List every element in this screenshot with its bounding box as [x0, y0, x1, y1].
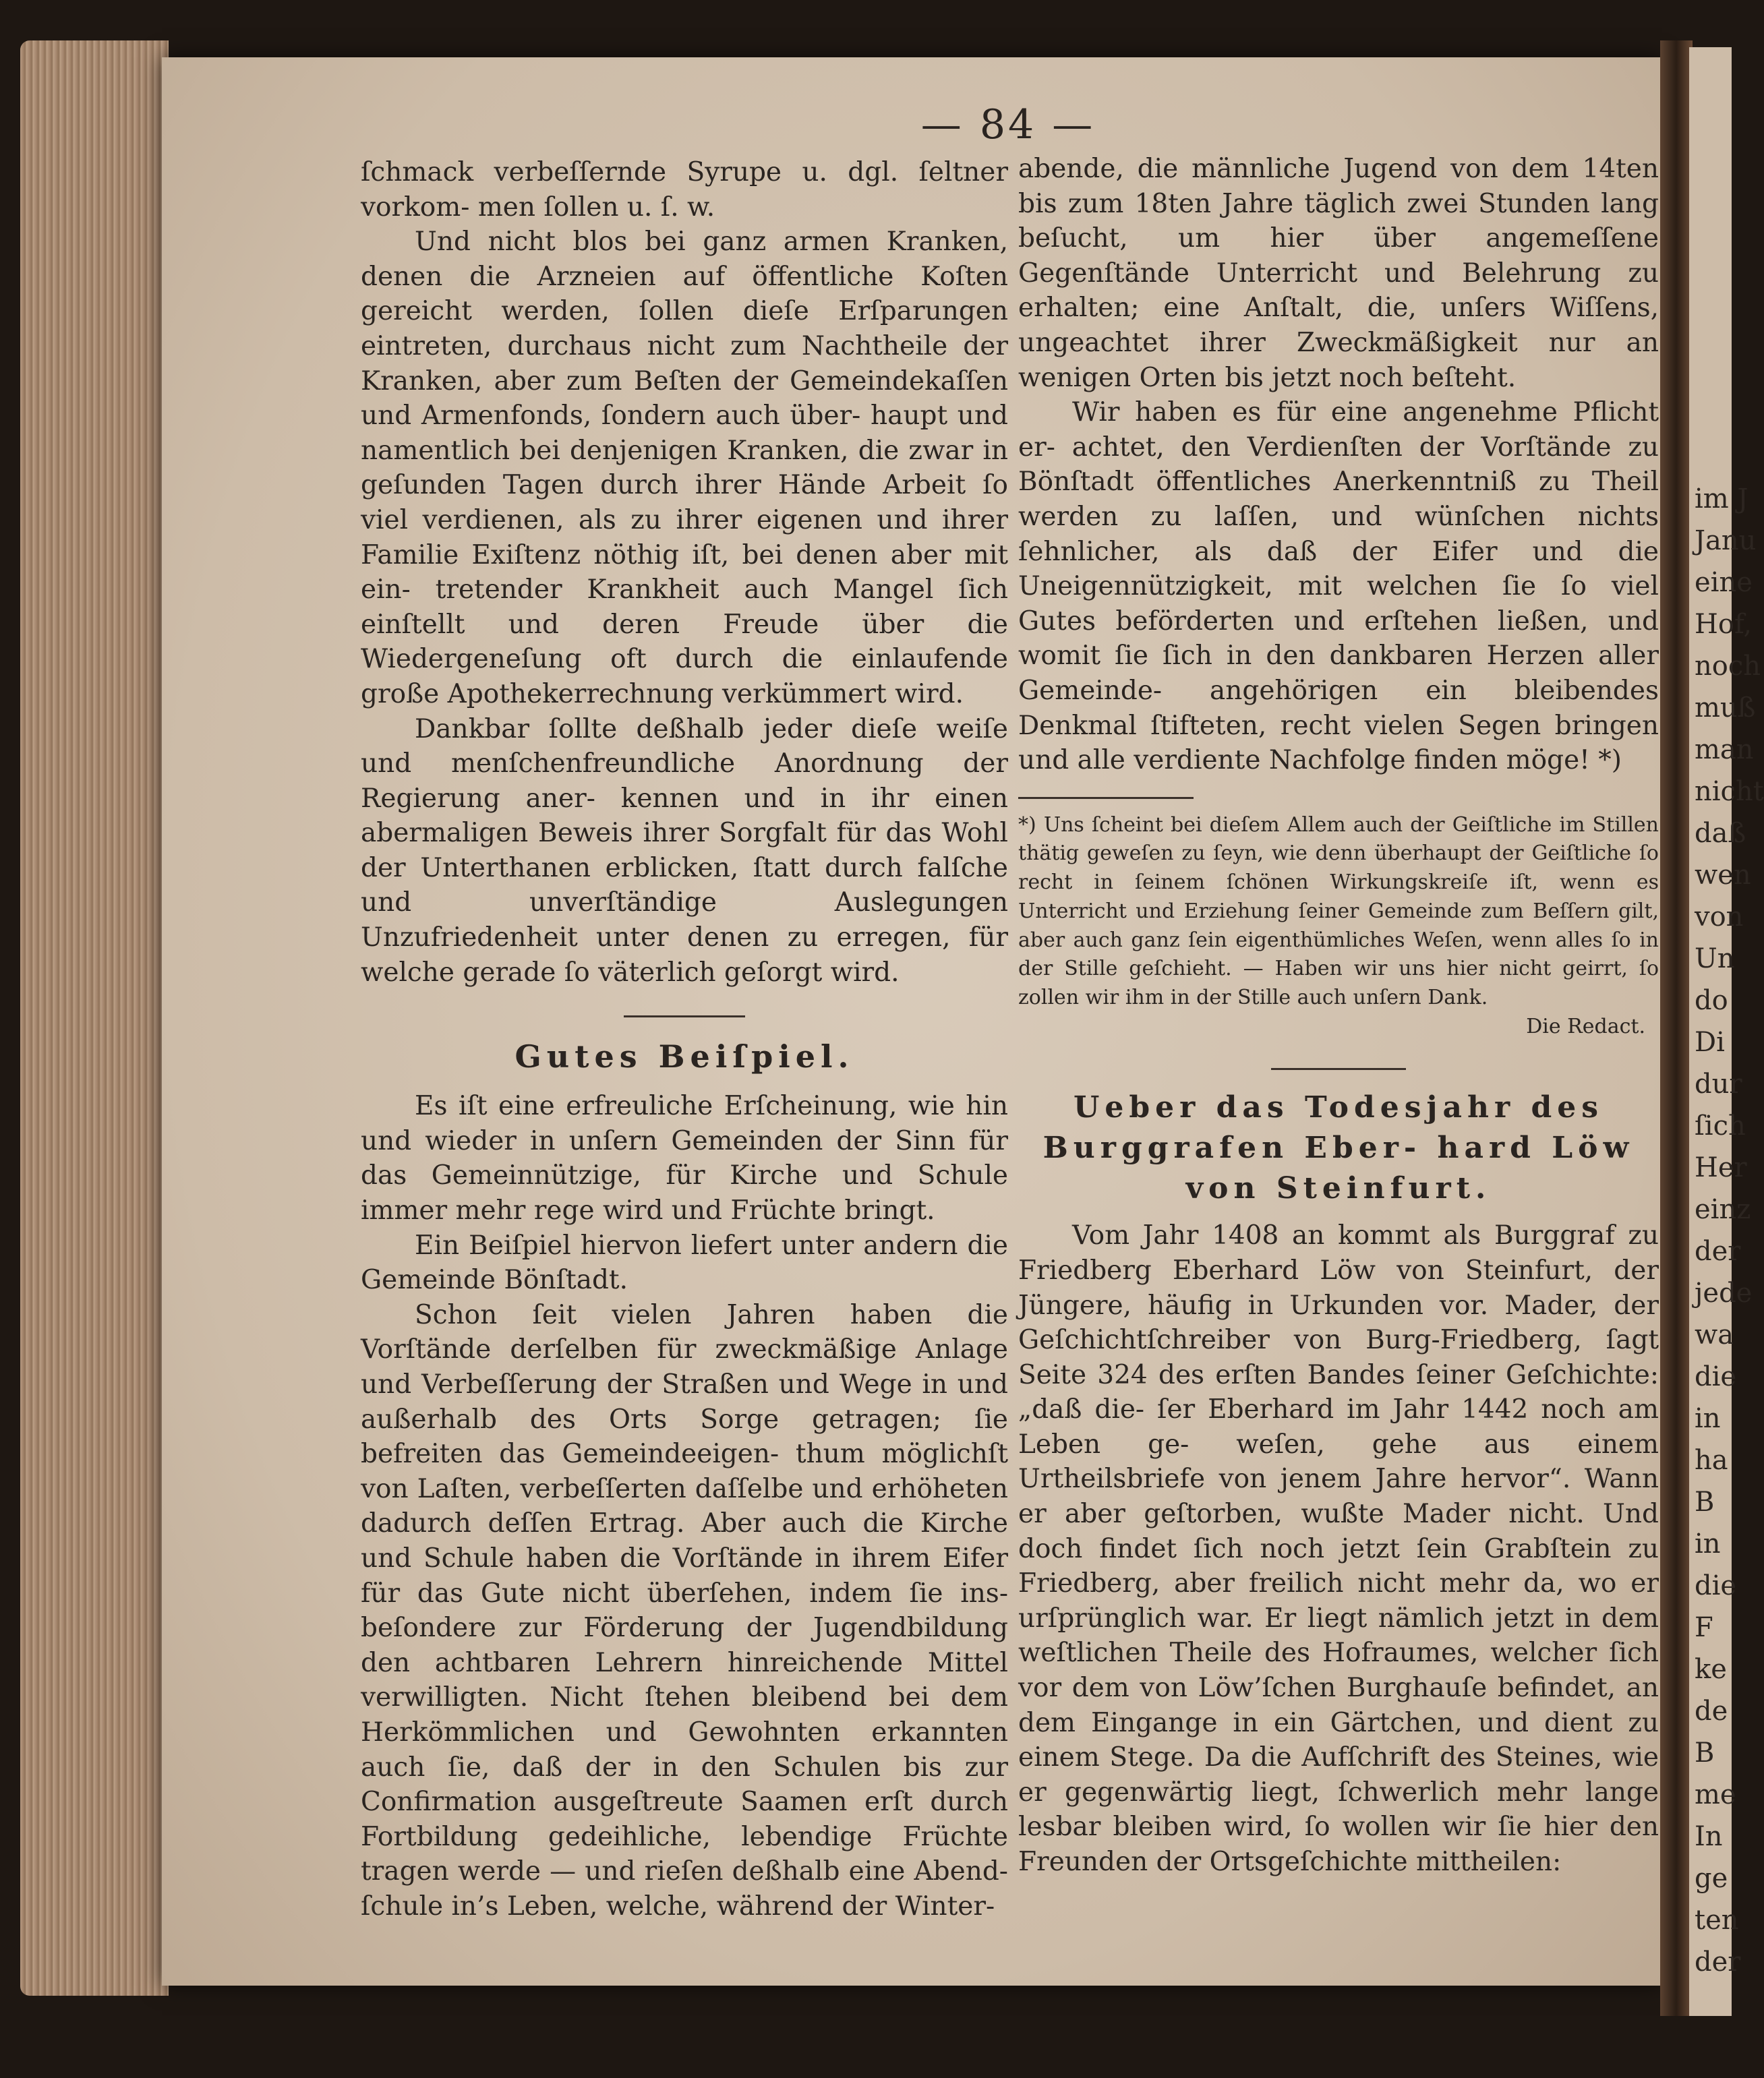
- next-page-fragment: ke: [1695, 1654, 1727, 1685]
- paragraph: Dankbar ſollte deßhalb jeder dieſe weiſe und menſchenfreundliche Anordnung der Regierung aner- kennen und in ihr einen abermaligen Beweis ihrer Sorgfalt für das Wohl der Unterthanen erblicken, ſtatt durch falſche und unverſtändige Auslegungen Unzufriedenheit unter denen zu erregen, für welche gerade ſo väterlich geſorgt wird.: [361, 713, 1008, 988]
- next-page-fragment: von: [1695, 901, 1744, 932]
- section-heading: Ueber das Todesjahr des Burggrafen Eber- hard Löw von Steinfurt.: [1042, 1090, 1635, 1206]
- paragraph: Es iſt eine erfreuliche Erſcheinung, wie hin und wieder in unſern Gemeinden der Sinn für das Gemeinnützige, für Kirche und Schule immer mehr rege wird und Früchte bringt.: [361, 1091, 1008, 1226]
- next-page-fragment: im J: [1695, 483, 1748, 514]
- next-page-fragment: die: [1695, 1570, 1737, 1601]
- footnote-signature: Die Redact.: [1526, 1014, 1645, 1038]
- next-page-fragment: in: [1695, 1403, 1721, 1434]
- next-page-fragment: ge: [1695, 1863, 1728, 1894]
- next-page-fragment: nicht: [1695, 776, 1764, 807]
- next-page-fragment: Hof,: [1695, 609, 1753, 640]
- next-page-fragment: man: [1695, 734, 1754, 765]
- next-page-fragment: do: [1695, 985, 1728, 1016]
- next-page-fragment: F: [1695, 1612, 1713, 1643]
- next-page-fragment: Di: [1695, 1027, 1725, 1058]
- next-page-fragment: me: [1695, 1779, 1736, 1810]
- left-column: [361, 155, 1008, 1924]
- paragraph: Wir haben es für eine angenehme Pflicht er- achtet, den Verdienſten der Vorſtände zu Bönſtadt öffentliches Anerkenntniß zu Theil werden zu laſſen, und wünſchen nichts ſehnlicher, als daß der Eifer und die Uneigennützigkeit, mit welchen ſie ſo viel Gutes beförderten und erſtehen ließen, und womit ſie ſich in den dankbaren Herzen aller Gemeinde- angehörigen ein bleibendes Denkmal ſtifteten, recht vielen Segen bringen und alle verdiente Nachfolge finden möge! *): [1018, 397, 1659, 776]
- next-page-fragment: ten: [1695, 1905, 1739, 1936]
- paragraph: Schon ſeit vielen Jahren haben die Vorſtände derſelben für zweckmäßige Anlage und Verbeſſerung der Straßen und Wege in und außerhalb des Orts Sorge getragen; ſie befreiten das Gemeindeeigen- thum möglichſt von Laſten, verbeſſerten daſſelbe und erhöheten dadurch deſſen Ertrag. Aber auch die Kirche und Schule haben die Vorſtände in ihrem Eifer für das Gute nicht überſehen, indem ſie ins- beſondere zur Förderung der Jugendbildung den achtbaren Lehrern hinreichende Mittel verwilligten. Nicht ſtehen bleibend bei dem Herkömmlichen und Gewohnten erkannten auch ſie, daß der in den Schulen bis zur Confirmation ausgeſtreute Saamen erſt durch Fortbildung gedeihliche, lebendige Früchte tragen werde — und rieſen deßhalb eine Abend- ſchule in’s Leben, welche, während der Winter-: [361, 1299, 1008, 1922]
- next-page-fragment: jede: [1695, 1278, 1753, 1309]
- next-page-fragment: ſich: [1695, 1110, 1746, 1141]
- book-gutter: [1660, 40, 1693, 2016]
- next-page-fragment: B: [1695, 1738, 1715, 1769]
- next-page-fragment: In: [1695, 1821, 1723, 1852]
- next-page-fragment: Her: [1695, 1152, 1747, 1183]
- next-page-fragment: Un: [1695, 943, 1735, 974]
- next-page-fragment: wa: [1695, 1319, 1734, 1350]
- next-page-fragment: daß: [1695, 818, 1746, 849]
- next-page-edge: [1689, 47, 1764, 2016]
- section-divider: [1271, 1068, 1406, 1070]
- next-page-fragment: eine: [1695, 567, 1753, 598]
- paragraph: Vom Jahr 1408 an kommt als Burggraf zu Friedberg Eberhard Löw von Steinfurt, der Jüngere, häufig in Urkunden vor. Mader, der Geſchichtſchreiber von Burg-Friedberg, ſagt Seite 324 des erſten Bandes ſeiner Geſchichte: „daß die- ſer Eberhard im Jahr 1442 noch am Leben ge- weſen, gehe aus einem Urtheilsbriefe von jenem Jahre hervor“. Wann er aber geſtorben, wußte Mader nicht. Und doch findet ſich noch jetzt ſein Grabſtein zu Friedberg, aber freilich nicht mehr da, wo er urſprünglich war. Er liegt nämlich jetzt in dem weſtlichen Theile des Hofraumes, welcher ſich vor dem von Löw’ſchen Burghauſe befindet, an dem Eingange in ein Gärtchen, und dient zu einem Stege. Da die Aufſchrift des Steines, wie er gegenwärtig liegt, ſchwerlich mehr lange lesbar bleiben wird, ſo wollen wir ſie hier den Freunden der Ortsgeſchichte mittheilen:: [1018, 1220, 1659, 1877]
- next-page-fragment: die: [1695, 1361, 1737, 1392]
- next-page-fragment: der: [1695, 1947, 1741, 1978]
- next-page-fragment: in: [1695, 1528, 1721, 1560]
- paragraph: abende, die männliche Jugend von dem 14ten bis zum 18ten Jahre täglich zwei Stunden lang beſucht, um hier über angemeſſene Gegenſtände Unterricht und Belehrung zu erhalten; eine Anſtalt, die, unſers Wiſſens, ungeachtet ihrer Zweckmäßigkeit nur an wenigen Orten bis jetzt noch beſteht.: [1018, 154, 1659, 393]
- footnote-signature-row: [1018, 1013, 1659, 1042]
- paragraph: ſchmack verbeſſernde Syrupe u. dgl. ſeltner vorkom- men ſollen u. ſ. w.: [361, 157, 1008, 222]
- next-page-fragment: wen: [1695, 860, 1751, 891]
- next-page-fragment: de: [1695, 1696, 1728, 1727]
- section-heading: Gutes Beiſpiel.: [514, 1038, 854, 1075]
- next-page-fragment: noch: [1695, 651, 1761, 682]
- right-column: [1018, 152, 1659, 1880]
- book-edge-left: [20, 40, 169, 1996]
- next-page-fragment: Janu: [1695, 525, 1757, 556]
- next-page-fragment: einz: [1695, 1194, 1751, 1225]
- next-page-fragment: muß: [1695, 692, 1756, 723]
- paragraph: Ein Beiſpiel hiervon liefert unter andern die Gemeinde Bönſtadt.: [361, 1230, 1008, 1296]
- next-page-fragment: ha: [1695, 1445, 1728, 1476]
- next-page-fragment: dur: [1695, 1069, 1742, 1100]
- paragraph: Und nicht blos bei ganz armen Kranken, denen die Arzneien auf öffentliche Koſten gereicht werden, ſollen dieſe Erſparungen eintreten, durchaus nicht zum Nachtheile der Kranken, aber zum Beſten der Gemeindekaſſen und Armenfonds, ſondern auch über- haupt und namentlich bei denjenigen Kranken, die zwar in geſunden Tagen durch ihrer Hände Arbeit ſo viel verdienen, als zu ihrer eigenen und ihrer Familie Exiſtenz nöthig iſt, bei denen aber mit ein- tretender Krankheit auch Mangel ſich einſtellt und deren Freude über die Wiedergeneſung oft durch die einlaufende große Apothekerrechnung verkümmert wird.: [361, 227, 1008, 709]
- next-page-fragment: der: [1695, 1236, 1741, 1267]
- page-number: — 84 —: [920, 101, 1096, 148]
- section-divider: [624, 1015, 745, 1017]
- footnote-divider: [1018, 797, 1194, 799]
- next-page-fragment: B: [1695, 1487, 1715, 1518]
- footnote: *) Uns ſcheint bei dieſem Allem auch der Geiſtliche im Stillen thätig geweſen zu ſeyn, wie denn überhaupt der Geiſtliche ſo recht in ſeinem ſchönen Wirkungskreiſe iſt, wenn es Unterricht und Erziehung ſeiner Gemeinde zum Beſſern gilt, aber auch ganz ſein eigenthümliches Weſen, wenn alles ſo in der Stille geſchieht. — Haben wir uns hier nicht geirrt, ſo zollen wir ihm in der Stille auch unſern Dank.: [1018, 812, 1659, 1009]
